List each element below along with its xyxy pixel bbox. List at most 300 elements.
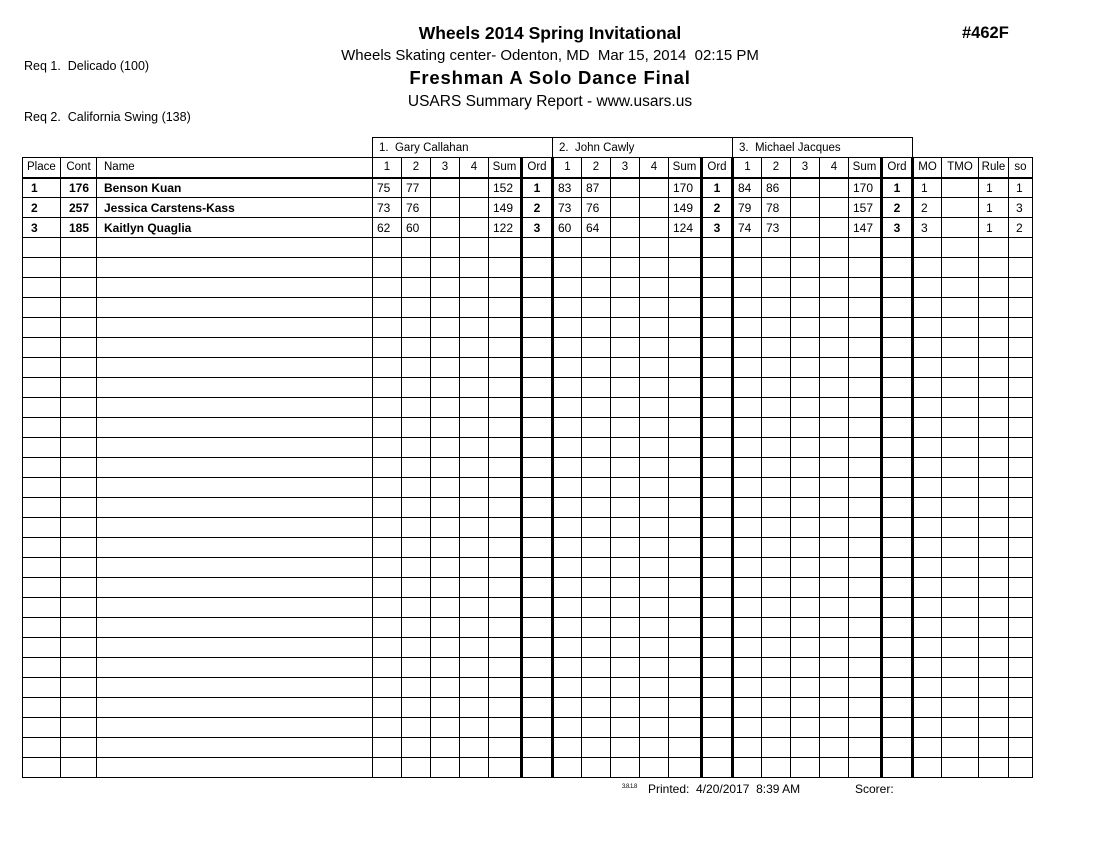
score-cell-j2-2 [582, 278, 611, 298]
ord-cell-j1 [522, 638, 553, 658]
score-cell-j3-2 [762, 318, 791, 338]
so-cell [1009, 518, 1033, 538]
score-cell-j3-4 [820, 558, 849, 578]
score-cell-j2-1 [553, 458, 582, 478]
score-cell-j3-2 [762, 258, 791, 278]
score-cell-j3-2 [762, 538, 791, 558]
name-cell [97, 338, 373, 358]
sum-cell-j3-5 [849, 358, 882, 378]
mo-cell [913, 658, 942, 678]
score-cell-j1-4 [460, 218, 489, 238]
score-cell-j3-2 [762, 598, 791, 618]
score-cell-j2-4 [640, 238, 669, 258]
score-cell-j3-2 [762, 338, 791, 358]
score-cell-j3-3 [791, 318, 820, 338]
mo-cell [913, 278, 942, 298]
mo-cell [913, 298, 942, 318]
score-cell-j1-3 [431, 198, 460, 218]
so-cell [1009, 738, 1033, 758]
score-cell-j3-4 [820, 618, 849, 638]
score-cell-j3-1: 74 [733, 218, 762, 238]
score-cell-j3-2 [762, 618, 791, 638]
tmo-cell [942, 598, 979, 618]
judge-name-3: 3. Michael Jacques [733, 138, 913, 158]
rule-cell [979, 758, 1009, 778]
cont-cell [61, 418, 97, 438]
ord-cell-j2 [702, 298, 733, 318]
score-cell-j3-4 [820, 478, 849, 498]
sum-cell-j1-5 [489, 298, 522, 318]
score-cell-j1-4 [460, 758, 489, 778]
rule-cell [979, 278, 1009, 298]
sum-cell-j2-5 [669, 558, 702, 578]
score-cell-j2-2 [582, 298, 611, 318]
score-cell-j1-1 [373, 498, 402, 518]
score-cell-j2-4 [640, 458, 669, 478]
score-cell-j2-1 [553, 738, 582, 758]
score-cell-j1-4 [460, 278, 489, 298]
so-cell [1009, 478, 1033, 498]
sum-cell-j2-5 [669, 498, 702, 518]
score-cell-j3-4 [820, 418, 849, 438]
cont-cell [61, 438, 97, 458]
score-cell-j1-3 [431, 358, 460, 378]
score-cell-j2-1 [553, 578, 582, 598]
score-cell-j3-4 [820, 598, 849, 618]
score-cell-j1-4 [460, 378, 489, 398]
ord-cell-j1 [522, 238, 553, 258]
score-cell-j3-1 [733, 438, 762, 458]
score-cell-j2-3 [611, 618, 640, 638]
score-cell-j2-4 [640, 618, 669, 638]
tmo-cell [942, 638, 979, 658]
ord-cell-j1 [522, 678, 553, 698]
rule-cell [979, 298, 1009, 318]
name-cell [97, 438, 373, 458]
score-cell-j1-1 [373, 678, 402, 698]
score-cell-j3-3 [791, 358, 820, 378]
sum-cell-j1-5 [489, 458, 522, 478]
place-cell [23, 578, 61, 598]
sum-cell-j2-5 [669, 638, 702, 658]
so-cell [1009, 378, 1033, 398]
mo-cell [913, 738, 942, 758]
score-cell-j1-3 [431, 598, 460, 618]
sum-cell-j1-5 [489, 698, 522, 718]
empty-row [23, 758, 1033, 778]
score-cell-j3-3 [791, 718, 820, 738]
sum-cell-j3-5: 170 [849, 178, 882, 198]
rule-cell [979, 618, 1009, 638]
ord-cell-j3 [882, 718, 913, 738]
empty-row [23, 258, 1033, 278]
score-cell-j3-1 [733, 678, 762, 698]
sum-cell-j3-5 [849, 338, 882, 358]
place-cell [23, 358, 61, 378]
score-cell-j1-1 [373, 638, 402, 658]
score-cell-j2-4 [640, 198, 669, 218]
score-cell-j1-4 [460, 698, 489, 718]
so-cell [1009, 638, 1033, 658]
mo-cell [913, 238, 942, 258]
ord-cell-j1 [522, 398, 553, 418]
score-cell-j2-4 [640, 678, 669, 698]
score-cell-j3-1 [733, 638, 762, 658]
col-header-j2-1: 1 [553, 158, 582, 178]
score-cell-j1-1 [373, 438, 402, 458]
mo-cell: 1 [913, 178, 942, 198]
score-cell-j2-4 [640, 658, 669, 678]
sum-cell-j3-5 [849, 238, 882, 258]
ord-cell-j1 [522, 698, 553, 718]
sum-cell-j3-5 [849, 578, 882, 598]
so-cell [1009, 658, 1033, 678]
req-line-1: Req 1. Delicado (100) [24, 59, 150, 73]
so-cell [1009, 678, 1033, 698]
score-cell-j3-3 [791, 438, 820, 458]
ord-cell-j3 [882, 678, 913, 698]
score-cell-j1-4 [460, 538, 489, 558]
rule-cell [979, 598, 1009, 618]
col-header-j1-4: 4 [460, 158, 489, 178]
col-header-name: Name [97, 158, 373, 178]
score-cell-j1-3 [431, 518, 460, 538]
score-cell-j1-4 [460, 678, 489, 698]
tmo-cell [942, 198, 979, 218]
ord-cell-j3 [882, 358, 913, 378]
score-cell-j1-4 [460, 498, 489, 518]
empty-row [23, 358, 1033, 378]
score-cell-j2-2 [582, 538, 611, 558]
empty-row [23, 518, 1033, 538]
score-cell-j1-1 [373, 518, 402, 538]
mo-cell [913, 358, 942, 378]
score-cell-j2-1 [553, 278, 582, 298]
score-cell-j3-4 [820, 318, 849, 338]
sum-cell-j3-5 [849, 618, 882, 638]
ord-cell-j2 [702, 598, 733, 618]
ord-cell-j3 [882, 658, 913, 678]
score-cell-j1-2 [402, 718, 431, 738]
ord-cell-j2 [702, 438, 733, 458]
score-cell-j1-1: 73 [373, 198, 402, 218]
score-cell-j1-4 [460, 438, 489, 458]
score-cell-j1-4 [460, 358, 489, 378]
score-cell-j3-2 [762, 438, 791, 458]
sum-cell-j2-5 [669, 698, 702, 718]
col-header-j3-2: 2 [762, 158, 791, 178]
sum-cell-j1-5 [489, 738, 522, 758]
score-cell-j1-2 [402, 678, 431, 698]
ord-cell-j1 [522, 758, 553, 778]
place-cell [23, 538, 61, 558]
col-header-so: so [1009, 158, 1033, 178]
score-cell-j2-1 [553, 338, 582, 358]
score-cell-j3-4 [820, 518, 849, 538]
score-cell-j3-4 [820, 658, 849, 678]
empty-row [23, 738, 1033, 758]
ord-cell-j2 [702, 238, 733, 258]
score-cell-j2-2 [582, 578, 611, 598]
score-cell-j2-2 [582, 318, 611, 338]
score-cell-j1-3 [431, 478, 460, 498]
score-cell-j1-1 [373, 398, 402, 418]
so-cell [1009, 418, 1033, 438]
tmo-cell [942, 358, 979, 378]
software-version-text: 3.8.1.8 [622, 784, 637, 790]
tmo-cell [942, 538, 979, 558]
sum-cell-j1-5 [489, 378, 522, 398]
tmo-cell [942, 518, 979, 538]
cont-cell: 176 [61, 178, 97, 198]
sum-cell-j2-5 [669, 578, 702, 598]
ord-cell-j1: 1 [522, 178, 553, 198]
ord-cell-j3 [882, 598, 913, 618]
score-cell-j1-2 [402, 578, 431, 598]
score-cell-j3-4 [820, 338, 849, 358]
score-cell-j3-3 [791, 298, 820, 318]
ord-cell-j2 [702, 678, 733, 698]
score-cell-j1-1 [373, 338, 402, 358]
score-cell-j3-2 [762, 578, 791, 598]
score-cell-j1-4 [460, 658, 489, 678]
ord-cell-j3 [882, 318, 913, 338]
cont-cell [61, 578, 97, 598]
score-cell-j1-2 [402, 698, 431, 718]
score-cell-j1-1 [373, 538, 402, 558]
score-cell-j3-3 [791, 698, 820, 718]
score-cell-j3-2 [762, 658, 791, 678]
score-cell-j3-1 [733, 698, 762, 718]
sum-cell-j2-5 [669, 598, 702, 618]
score-cell-j3-3 [791, 658, 820, 678]
score-cell-j3-3 [791, 578, 820, 598]
score-cell-j1-1 [373, 558, 402, 578]
sum-cell-j2-5 [669, 458, 702, 478]
score-cell-j2-1: 60 [553, 218, 582, 238]
score-cell-j3-2: 78 [762, 198, 791, 218]
rule-cell [979, 338, 1009, 358]
score-cell-j3-1 [733, 598, 762, 618]
tmo-cell [942, 218, 979, 238]
name-cell [97, 658, 373, 678]
sum-cell-j3-5 [849, 418, 882, 438]
rule-cell [979, 318, 1009, 338]
score-cell-j1-3 [431, 418, 460, 438]
rule-cell [979, 418, 1009, 438]
empty-row [23, 378, 1033, 398]
rule-cell [979, 578, 1009, 598]
score-cell-j3-3 [791, 238, 820, 258]
score-cell-j3-1 [733, 358, 762, 378]
score-cell-j3-3 [791, 278, 820, 298]
score-cell-j1-2 [402, 458, 431, 478]
score-cell-j2-3 [611, 698, 640, 718]
score-cell-j1-1 [373, 758, 402, 778]
ord-cell-j2 [702, 418, 733, 438]
name-cell [97, 718, 373, 738]
tmo-cell [942, 258, 979, 278]
score-cell-j2-3 [611, 558, 640, 578]
mo-cell [913, 638, 942, 658]
ord-cell-j2 [702, 378, 733, 398]
printed-timestamp: Printed: 4/20/2017 8:39 AM [648, 782, 801, 796]
ord-cell-j1 [522, 438, 553, 458]
so-cell [1009, 718, 1033, 738]
cont-cell [61, 678, 97, 698]
score-cell-j2-1 [553, 538, 582, 558]
ord-cell-j1 [522, 578, 553, 598]
ord-cell-j2 [702, 358, 733, 378]
judge-name-1: 1. Gary Callahan [373, 138, 553, 158]
division-title: Freshman A Solo Dance Final [409, 67, 691, 88]
score-cell-j3-2 [762, 718, 791, 738]
sum-cell-j2-5 [669, 238, 702, 258]
score-cell-j1-2 [402, 738, 431, 758]
score-cell-j2-4 [640, 578, 669, 598]
ord-cell-j3: 1 [882, 178, 913, 198]
rule-cell [979, 678, 1009, 698]
sum-cell-j2-5 [669, 338, 702, 358]
rule-cell [979, 258, 1009, 278]
ord-cell-j1 [522, 318, 553, 338]
score-cell-j3-1 [733, 258, 762, 278]
score-cell-j2-3 [611, 638, 640, 658]
sum-cell-j3-5 [849, 378, 882, 398]
score-cell-j3-2: 86 [762, 178, 791, 198]
rule-cell [979, 238, 1009, 258]
score-cell-j1-4 [460, 738, 489, 758]
sum-cell-j1-5 [489, 598, 522, 618]
empty-row [23, 418, 1033, 438]
sum-cell-j1-5 [489, 498, 522, 518]
score-cell-j2-4 [640, 598, 669, 618]
empty-row [23, 598, 1033, 618]
score-cell-j3-1: 84 [733, 178, 762, 198]
rule-cell [979, 698, 1009, 718]
rule-cell [979, 398, 1009, 418]
score-cell-j1-1 [373, 418, 402, 438]
score-cell-j2-3 [611, 658, 640, 678]
name-cell [97, 618, 373, 638]
score-cell-j1-3 [431, 258, 460, 278]
score-cell-j3-2 [762, 278, 791, 298]
score-cell-j2-2 [582, 418, 611, 438]
col-header-j3-1: 1 [733, 158, 762, 178]
place-cell [23, 678, 61, 698]
score-cell-j1-3 [431, 178, 460, 198]
cont-cell [61, 658, 97, 678]
score-cell-j2-1 [553, 398, 582, 418]
score-cell-j3-2 [762, 558, 791, 578]
score-cell-j2-4 [640, 398, 669, 418]
score-cell-j1-2 [402, 658, 431, 678]
sum-cell-j3-5 [849, 538, 882, 558]
score-cell-j1-3 [431, 698, 460, 718]
sum-cell-j1-5 [489, 418, 522, 438]
score-cell-j2-1 [553, 618, 582, 638]
ord-cell-j1 [522, 738, 553, 758]
ord-cell-j3 [882, 538, 913, 558]
score-cell-j2-4 [640, 298, 669, 318]
name-cell [97, 758, 373, 778]
score-cell-j2-3 [611, 678, 640, 698]
score-cell-j1-1 [373, 658, 402, 678]
sum-cell-j3-5 [849, 698, 882, 718]
cont-cell [61, 398, 97, 418]
score-cell-j1-3 [431, 378, 460, 398]
col-header-j3-sum: Sum [849, 158, 882, 178]
ord-cell-j2 [702, 258, 733, 278]
score-cell-j1-3 [431, 338, 460, 358]
score-cell-j3-4 [820, 198, 849, 218]
score-cell-j1-1 [373, 738, 402, 758]
score-cell-j1-3 [431, 298, 460, 318]
so-cell: 1 [1009, 178, 1033, 198]
score-cell-j3-2 [762, 678, 791, 698]
score-cell-j3-1 [733, 298, 762, 318]
score-cell-j3-1 [733, 558, 762, 578]
score-cell-j2-3 [611, 338, 640, 358]
score-cell-j3-2 [762, 478, 791, 498]
score-cell-j3-3 [791, 178, 820, 198]
sum-cell-j2-5 [669, 418, 702, 438]
name-cell [97, 298, 373, 318]
sum-cell-j3-5 [849, 638, 882, 658]
sum-cell-j2-5 [669, 538, 702, 558]
cont-cell [61, 758, 97, 778]
score-cell-j3-1 [733, 538, 762, 558]
ord-cell-j2 [702, 618, 733, 638]
score-cell-j2-3 [611, 278, 640, 298]
cont-cell [61, 358, 97, 378]
score-cell-j1-1 [373, 698, 402, 718]
band-spacer-right [913, 138, 1033, 158]
mo-cell: 3 [913, 218, 942, 238]
ord-cell-j3 [882, 278, 913, 298]
score-cell-j1-1 [373, 278, 402, 298]
score-cell-j1-2 [402, 238, 431, 258]
score-cell-j3-3 [791, 378, 820, 398]
tmo-cell [942, 318, 979, 338]
empty-row [23, 318, 1033, 338]
score-cell-j3-4 [820, 578, 849, 598]
ord-cell-j2 [702, 558, 733, 578]
col-header-j3-3: 3 [791, 158, 820, 178]
score-cell-j3-1 [733, 318, 762, 338]
mo-cell [913, 318, 942, 338]
place-cell [23, 558, 61, 578]
ord-cell-j3 [882, 558, 913, 578]
score-cell-j2-3 [611, 298, 640, 318]
tmo-cell [942, 498, 979, 518]
place-cell [23, 418, 61, 438]
score-cell-j2-1 [553, 498, 582, 518]
cont-cell [61, 338, 97, 358]
score-cell-j1-4 [460, 578, 489, 598]
score-cell-j2-4 [640, 338, 669, 358]
score-cell-j2-4 [640, 558, 669, 578]
score-cell-j2-1 [553, 658, 582, 678]
ord-cell-j3 [882, 498, 913, 518]
sum-cell-j3-5 [849, 738, 882, 758]
sum-cell-j1-5 [489, 578, 522, 598]
score-cell-j3-3 [791, 498, 820, 518]
sum-cell-j1-5 [489, 718, 522, 738]
judge-name-2: 2. John Cawly [553, 138, 733, 158]
score-cell-j1-3 [431, 558, 460, 578]
score-cell-j1-2: 76 [402, 198, 431, 218]
